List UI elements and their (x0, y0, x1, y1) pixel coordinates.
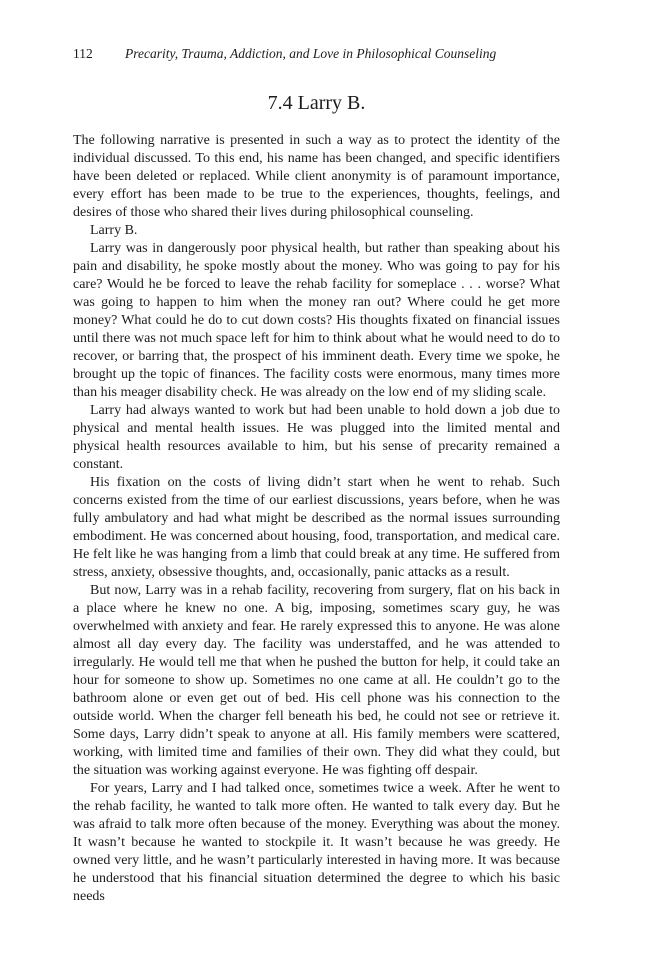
book-title: Precarity, Trauma, Addiction, and Love in Philosophical Counseling (125, 46, 497, 61)
running-header (73, 45, 573, 63)
page-number: 112 (73, 46, 93, 61)
body-text (73, 132, 560, 906)
paragraph-client-name: Larry B. (90, 223, 138, 238)
paragraph: His fixation on the costs of living didn’t start when he went to rehab. Such concerns existed from the time of our earliest discussions, years before, when he was fully ambulatory and had what might be described as the normal issues surrounding embodiment. He was concerned about housing, food, transportation, and medical care. He felt like he was hanging from a limb that could break at any time. He suffered from stress, anxiety, obsessive thoughts, and, occasionally, panic attacks as a result. (73, 475, 560, 580)
paragraph: But now, Larry was in a rehab facility, recovering from surgery, flat on his back in a place where he knew no one. A big, imposing, sometimes scary guy, he was overwhelmed with anxiety and fear. He rarely expressed this to anyone. He was alone almost all day every day. The facility was understaffed, and he was attended to irregularly. He would tell me that when he pushed the button for help, it could take an hour for someone to show up. Sometimes no one came at all. He couldn’t go to the bathroom alone or even get out of bed. His cell phone was his connection to the outside world. When the charger fell beneath his bed, he could not see or retrieve it. Some days, Larry didn’t speak to anyone at all. His family members were scattered, working, with limited time and families of their own. They did what they could, but the situation was working against everyone. He was fighting off despair. (73, 583, 560, 778)
paragraph: For years, Larry and I had talked once, sometimes twice a week. After he went to the rehab facility, he wanted to talk more often. He wanted to talk every day. But he was afraid to talk more often because of the money. Everything was about the money. It wasn’t because he wanted to stockpile it. It wasn’t because he was greedy. He owned very little, and he wasn’t particularly interested in having more. It was because he understood that his financial situation determined the degree to which his basic needs (73, 781, 560, 904)
paragraph: Larry had always wanted to work but had been unable to hold down a job due to physical and mental health issues. He was plugged into the limited mental and physical health resources available to him, but his sense of precarity remained a constant. (73, 403, 560, 472)
section-heading: 7.4 Larry B. (267, 92, 366, 114)
paragraph: Larry was in dangerously poor physical health, but rather than speaking about his pain and disability, he spoke mostly about the money. Who was going to pay for his care? Would he be forced to leave the rehab facility for someplace . . . worse? What was going to happen to him when the money ran out? Where could he get more money? What could he do to cut down costs? His thoughts fixated on financial issues until there was not much space left for him to think about what he would need to do to recover, or barring that, the prospect of his imminent death. Every time we spoke, he brought up the topic of finances. The facility costs were enormous, many times more than his meager disability check. He was already on the low end of my sliding scale. (73, 241, 560, 400)
paragraph-intro: The following narrative is presented in such a way as to protect the identity of the individual discussed. To this end, his name has been changed, and specific identifiers have been deleted or replaced. While client anonymity is of paramount importance, every effort has been made to be true to the experiences, thoughts, feelings, and desires of those who shared their lives during philosophical counseling. (73, 133, 560, 220)
